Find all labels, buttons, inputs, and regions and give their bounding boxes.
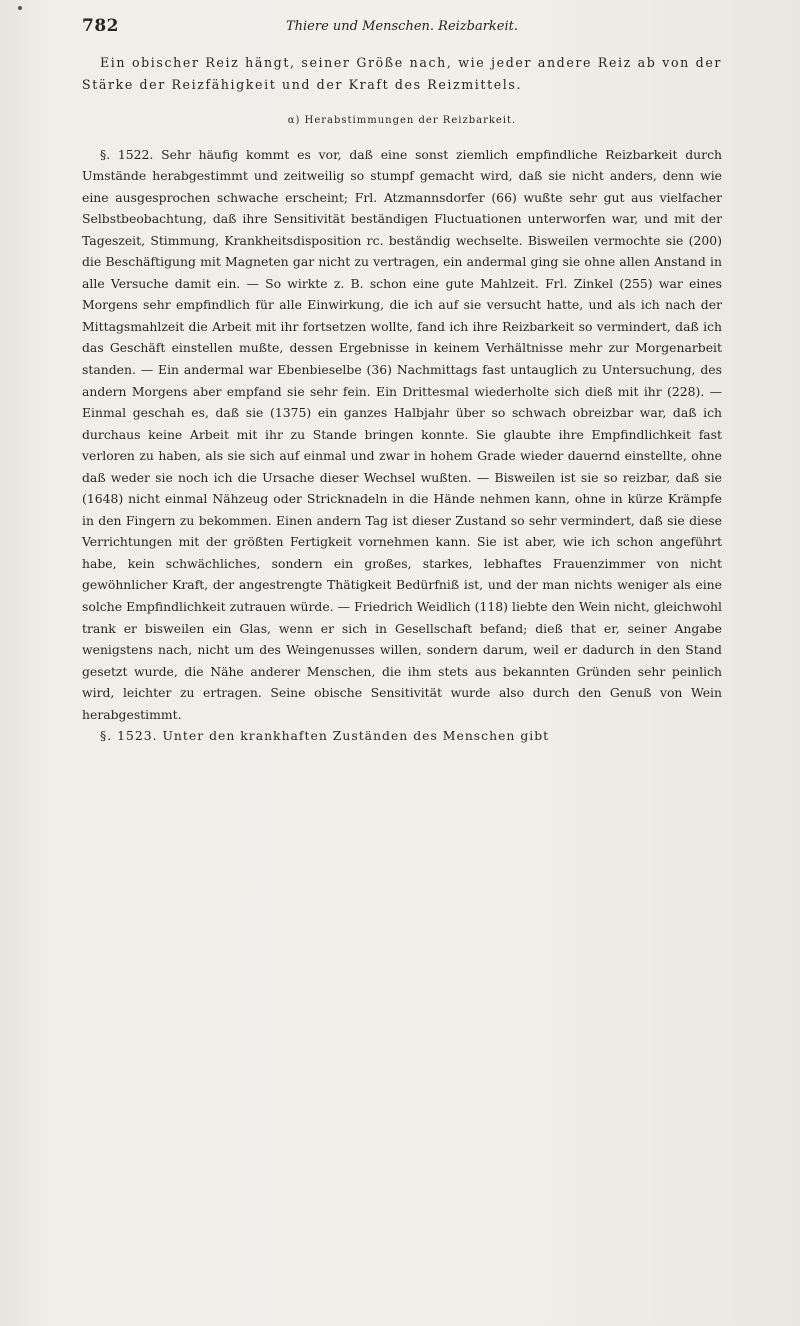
- paragraph-1522: §. 1522. Sehr häufig kommt es vor, daß eine sonst ziemlich empfindliche Reizbarkeit durch Umstände herabgestimmt und zeitweilig so stumpf gemacht wird, daß sie nicht anders, denn wie eine ausgesprochen schwache erscheint; Frl. Atzmannsdorfer (66) wußte sehr gut aus vielfacher Selbstbeobachtung, daß ihre Sensitivität beständigen Fluctuationen unterworfen war, und mit der Tageszeit, Stimmung, Krankheitsdisposition rc. beständig wechselte. Bisweilen vermochte sie (200) die Beschäftigung mit Magneten gar nicht zu vertragen, ein andermal ging sie ohne allen Anstand in alle Versuche damit ein. — So wirkte z. B. schon eine gute Mahlzeit. Frl. Zinkel (255) war eines Morgens sehr empfindlich für alle Einwirkung, die ich auf sie versucht hatte, und als ich nach der Mittagsmahlzeit die Arbeit mit ihr fortsetzen wollte, fand ich ihre Reizbarkeit so vermindert, daß ich das Geschäft einstellen mußte, dessen Ergebnisse in keinem Verhältnisse mehr zur Morgenarbeit standen. — Ein andermal war Ebenbieselbe (36) Nachmittags fast untauglich zu Untersuchung, des andern Morgens aber empfand sie sehr fein. Ein Drittesmal wiederholte sich dieß mit ihr (228). — Einmal geschah es, daß sie (1375) ein ganzes Halbjahr über so schwach obreizbar war, daß ich durchaus keine Arbeit mit ihr zu Stande bringen konnte. Sie glaubte ihre Empfindlichkeit fast verloren zu haben, als sie sich auf einmal und zwar in hohem Grade wieder dauernd einstellte, ohne daß weder sie noch ich die Ursache dieser Wechsel wußten. — Bisweilen ist sie so reizbar, daß sie (1648) nicht einmal Nähzeug oder Stricknadeln in die Hände nehmen kann, ohne in kürze Krämpfe in den Fingern zu bekommen. Einen andern Tag ist dieser Zustand so sehr vermindert, daß sie diese Verrichtungen mit der größten Fertigkeit vornehmen kann. Sie ist aber, wie ich schon angeführt habe, kein schwächliches, sondern ein großes, starkes, lebhaftes Frauenzimmer von nicht gewöhnlicher Kraft, der angestrengte Thätigkeit Bedürfniß ist, und der man nichts weniger als eine solche Empfindlichkeit zutrauen würde. — Friedrich Weidlich (118) liebte den Wein nicht, gleichwohl trank er bisweilen ein Glas, wenn er sich in Gesellschaft befand; dieß that er, seiner Angabe wenigstens nach, nicht um des Weingenusses willen, sondern darum, weil er dadurch in den Stand gesetzt wurde, die Nähe anderer Menschen, die ihm stets aus bekannten Gründen sehr peinlich wird, leichter zu ertragen. Seine obische Sensitivität wurde also durch den Genuß von Wein herabgestimmt.: [82, 146, 722, 722]
- running-head: Thiere und Menschen. Reizbarkeit.: [285, 19, 519, 34]
- section-subheading: α) Herabstimmungen der Reizbarkeit.: [287, 115, 517, 126]
- body-text: [82, 52, 722, 747]
- page-header: [82, 16, 722, 40]
- paragraph-1523-start: §. 1523. Unter den krankhaften Zuständen des Menschen gibt: [100, 728, 550, 744]
- page-number: 782: [82, 16, 119, 36]
- lead-sentence: Ein obischer Reiz hängt, seiner Größe nach, wie jeder andere Reiz ab von der Stärke der Reizfähigkeit und der Kraft des Reizmittels.: [82, 55, 722, 92]
- ink-speck: [18, 6, 22, 10]
